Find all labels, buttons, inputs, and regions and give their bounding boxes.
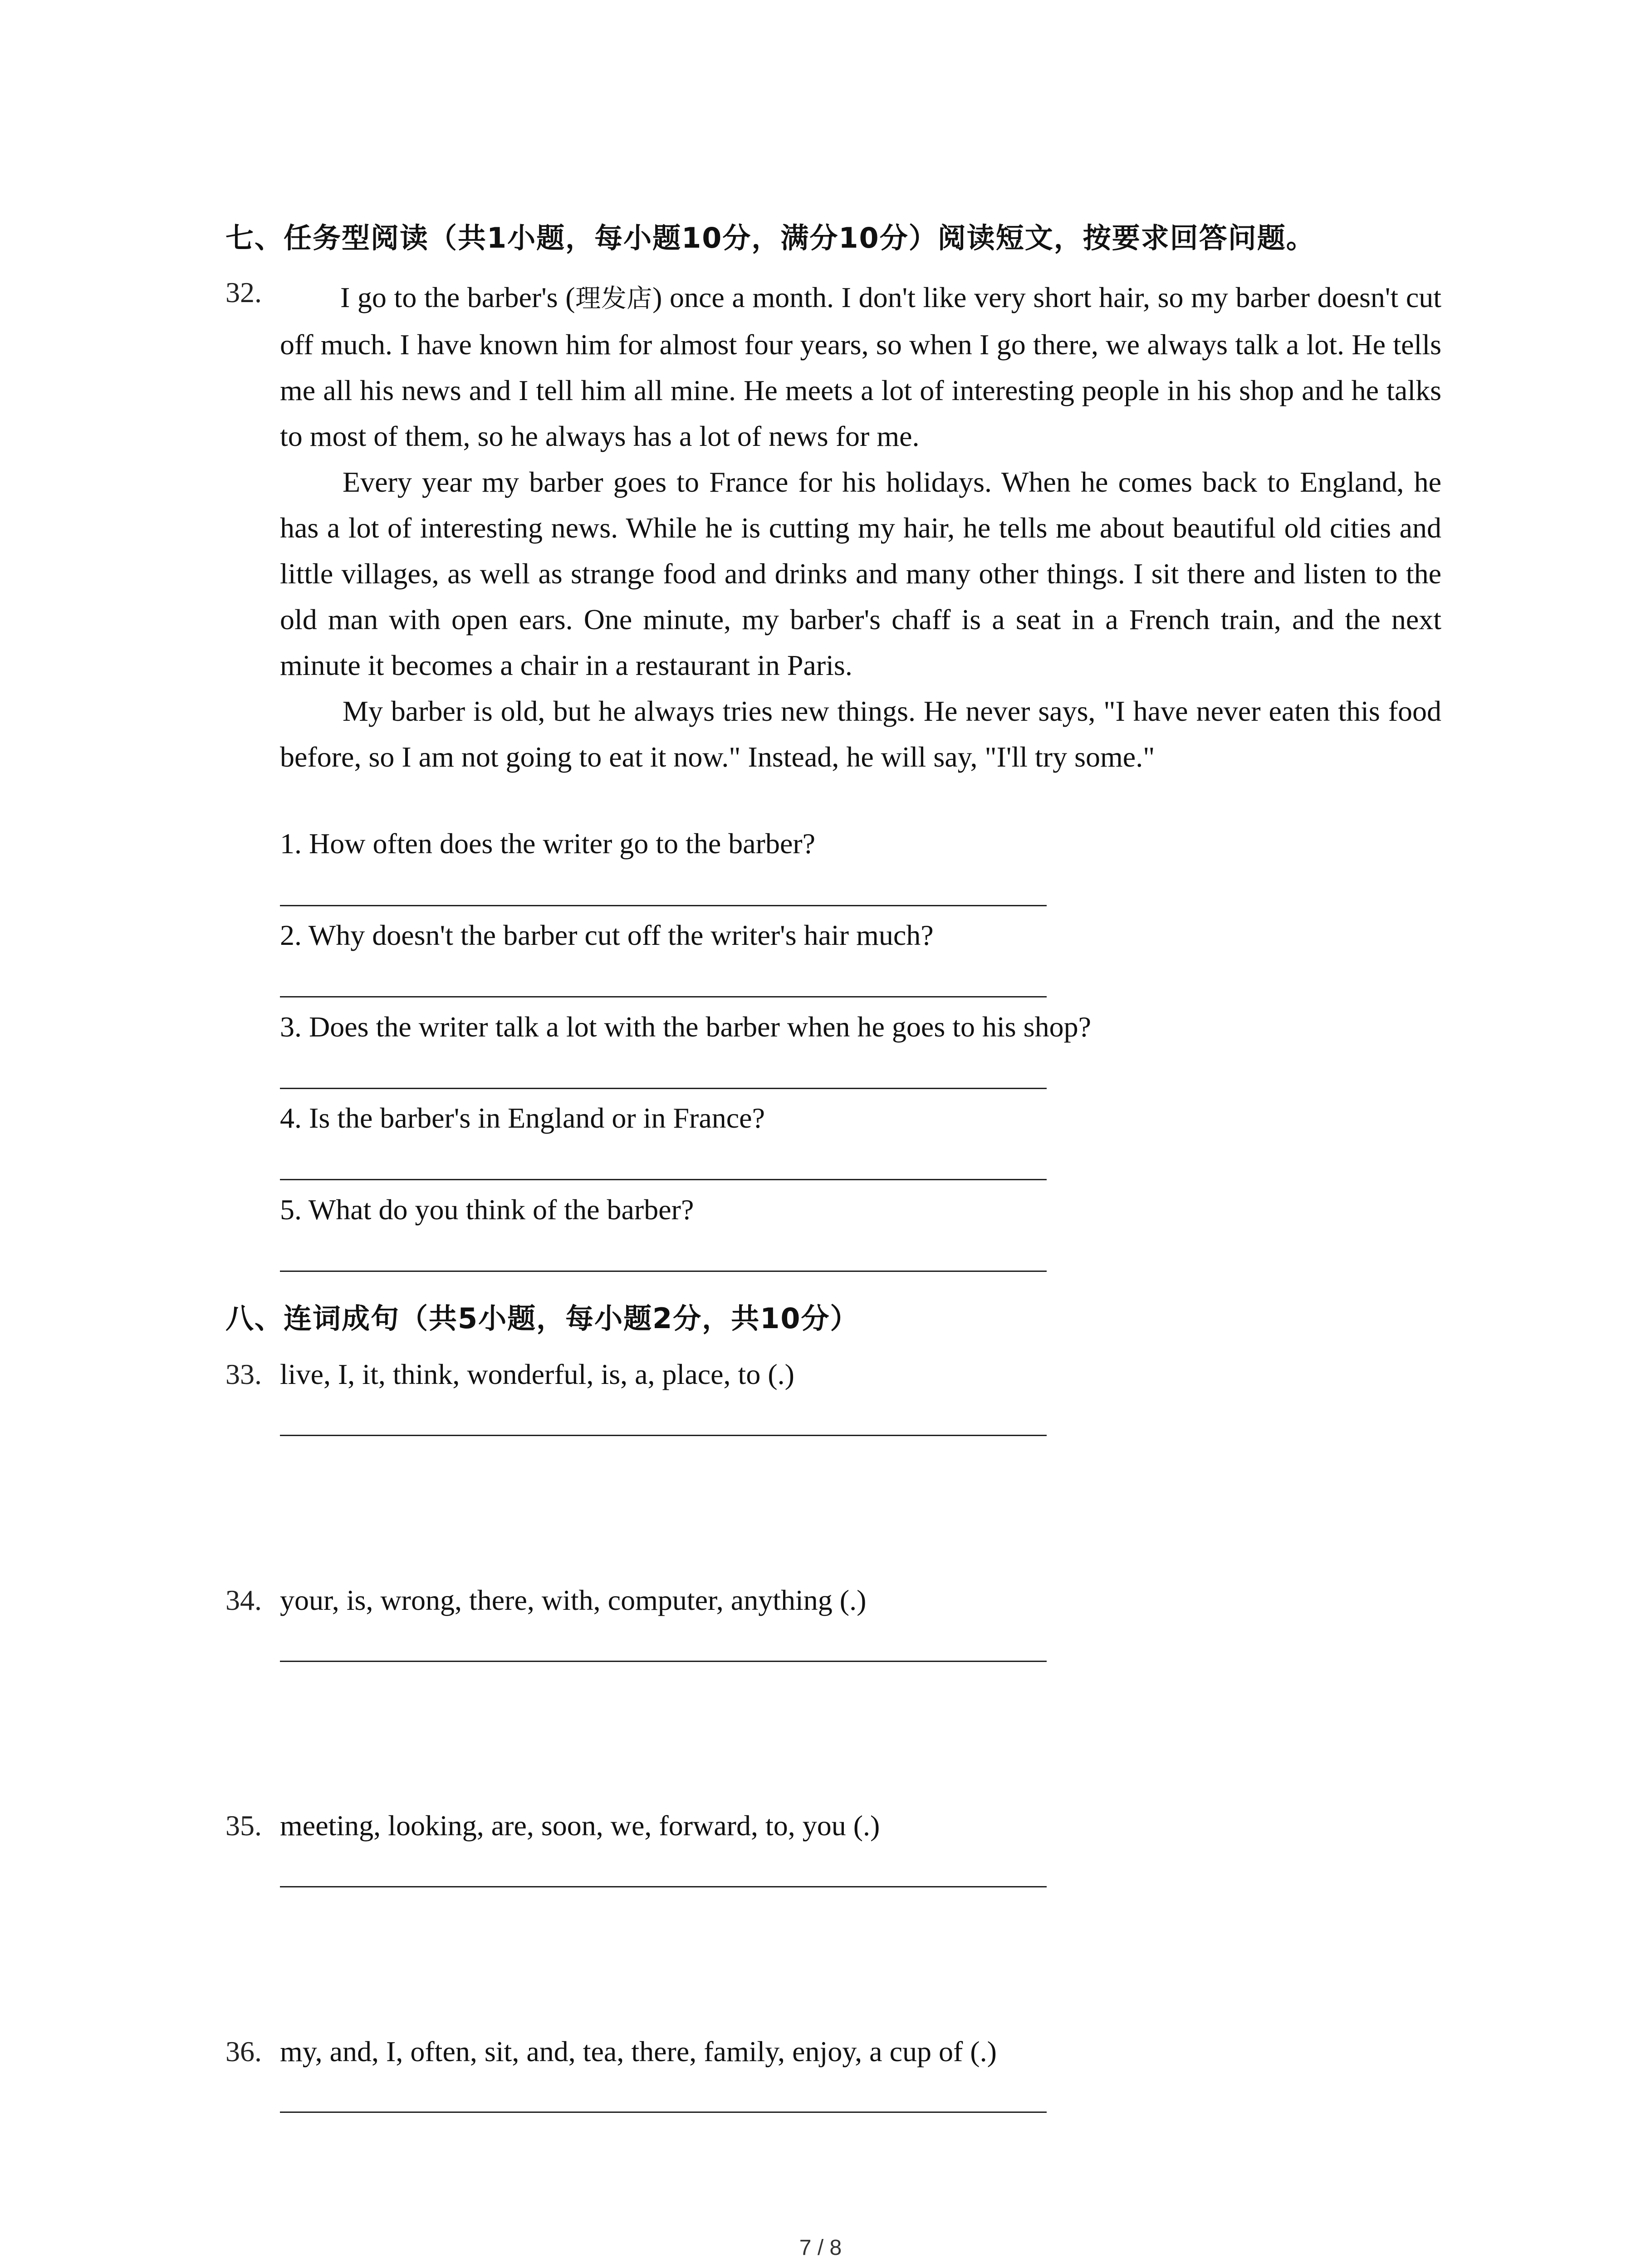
comprehension-question-3: 3. Does the writer talk a lot with the barber when he goes to his shop? xyxy=(280,1011,1091,1043)
comprehension-question-2: 2. Why doesn't the barber cut off the writer's hair much? xyxy=(280,919,934,951)
answer-line-5[interactable] xyxy=(280,1271,1047,1272)
answer-line-2[interactable] xyxy=(280,996,1047,997)
question-number-32: 32. xyxy=(225,276,262,308)
answer-line-34[interactable] xyxy=(280,1661,1047,1662)
passage-paragraph-2: Every year my barber goes to France for his holidays. When he comes back to England, he has a lot of interesting news. While he is cutting my hair, he tells me about beautiful old cities and little villages, as well as strange food and drinks and many other things. I sit there and listen to the old man with open ears. One minute, my barber's chaff is a seat in a French train, and the next minute it becomes a chair in a restaurant in Paris. xyxy=(280,466,1441,681)
section-7-heading: 七、任务型阅读（共1小题，每小题10分，满分10分）阅读短文，按要求回答问题。 xyxy=(225,221,1315,254)
passage-paragraph-1: I go to the barber's (理发店) once a month. I don't like very short hair, so my barber doesn't cut off much. I have known him for almost four years, so when I go there, we always talk a lot. He tells me all his news and I tell him all mine. He meets a lot of interesting people in his shop and he talks to most of them, so he always has a lot of news for me. xyxy=(280,281,1442,452)
passage-paragraph-3: My barber is old, but he always tries new things. He never says, "I have never eaten this food before, so I am not going to eat it now." Instead, he will say, "I'll try some." xyxy=(280,695,1441,773)
answer-line-35[interactable] xyxy=(280,1886,1047,1887)
comprehension-question-1: 1. How often does the writer go to the barber? xyxy=(280,827,816,860)
chinese-gloss: 理发店 xyxy=(575,284,653,313)
page-number: 7 / 8 xyxy=(799,2236,842,2260)
word-order-prompt-33: live, I, it, think, wonderful, is, a, place, to (.) xyxy=(280,1358,794,1390)
question-number-33: 33. xyxy=(225,1358,262,1390)
word-order-prompt-35: meeting, looking, are, soon, we, forward, to, you (.) xyxy=(280,1809,880,1842)
comprehension-question-4: 4. Is the barber's in England or in France? xyxy=(280,1102,765,1134)
answer-line-33[interactable] xyxy=(280,1435,1047,1436)
section-8-heading: 八、连词成句（共5小题，每小题2分，共10分） xyxy=(225,1302,859,1335)
question-number-36: 36. xyxy=(225,2035,262,2068)
comprehension-question-5: 5. What do you think of the barber? xyxy=(280,1193,694,1226)
word-order-prompt-34: your, is, wrong, there, with, computer, anything (.) xyxy=(280,1584,867,1616)
answer-line-1[interactable] xyxy=(280,905,1047,906)
answer-line-3[interactable] xyxy=(280,1088,1047,1089)
question-number-34: 34. xyxy=(225,1584,262,1616)
word-order-prompt-36: my, and, I, often, sit, and, tea, there, family, enjoy, a cup of (.) xyxy=(280,2035,997,2068)
reading-passage xyxy=(280,274,1441,780)
question-number-35: 35. xyxy=(225,1809,262,1842)
answer-line-4[interactable] xyxy=(280,1179,1047,1180)
answer-line-36[interactable] xyxy=(280,2112,1047,2113)
